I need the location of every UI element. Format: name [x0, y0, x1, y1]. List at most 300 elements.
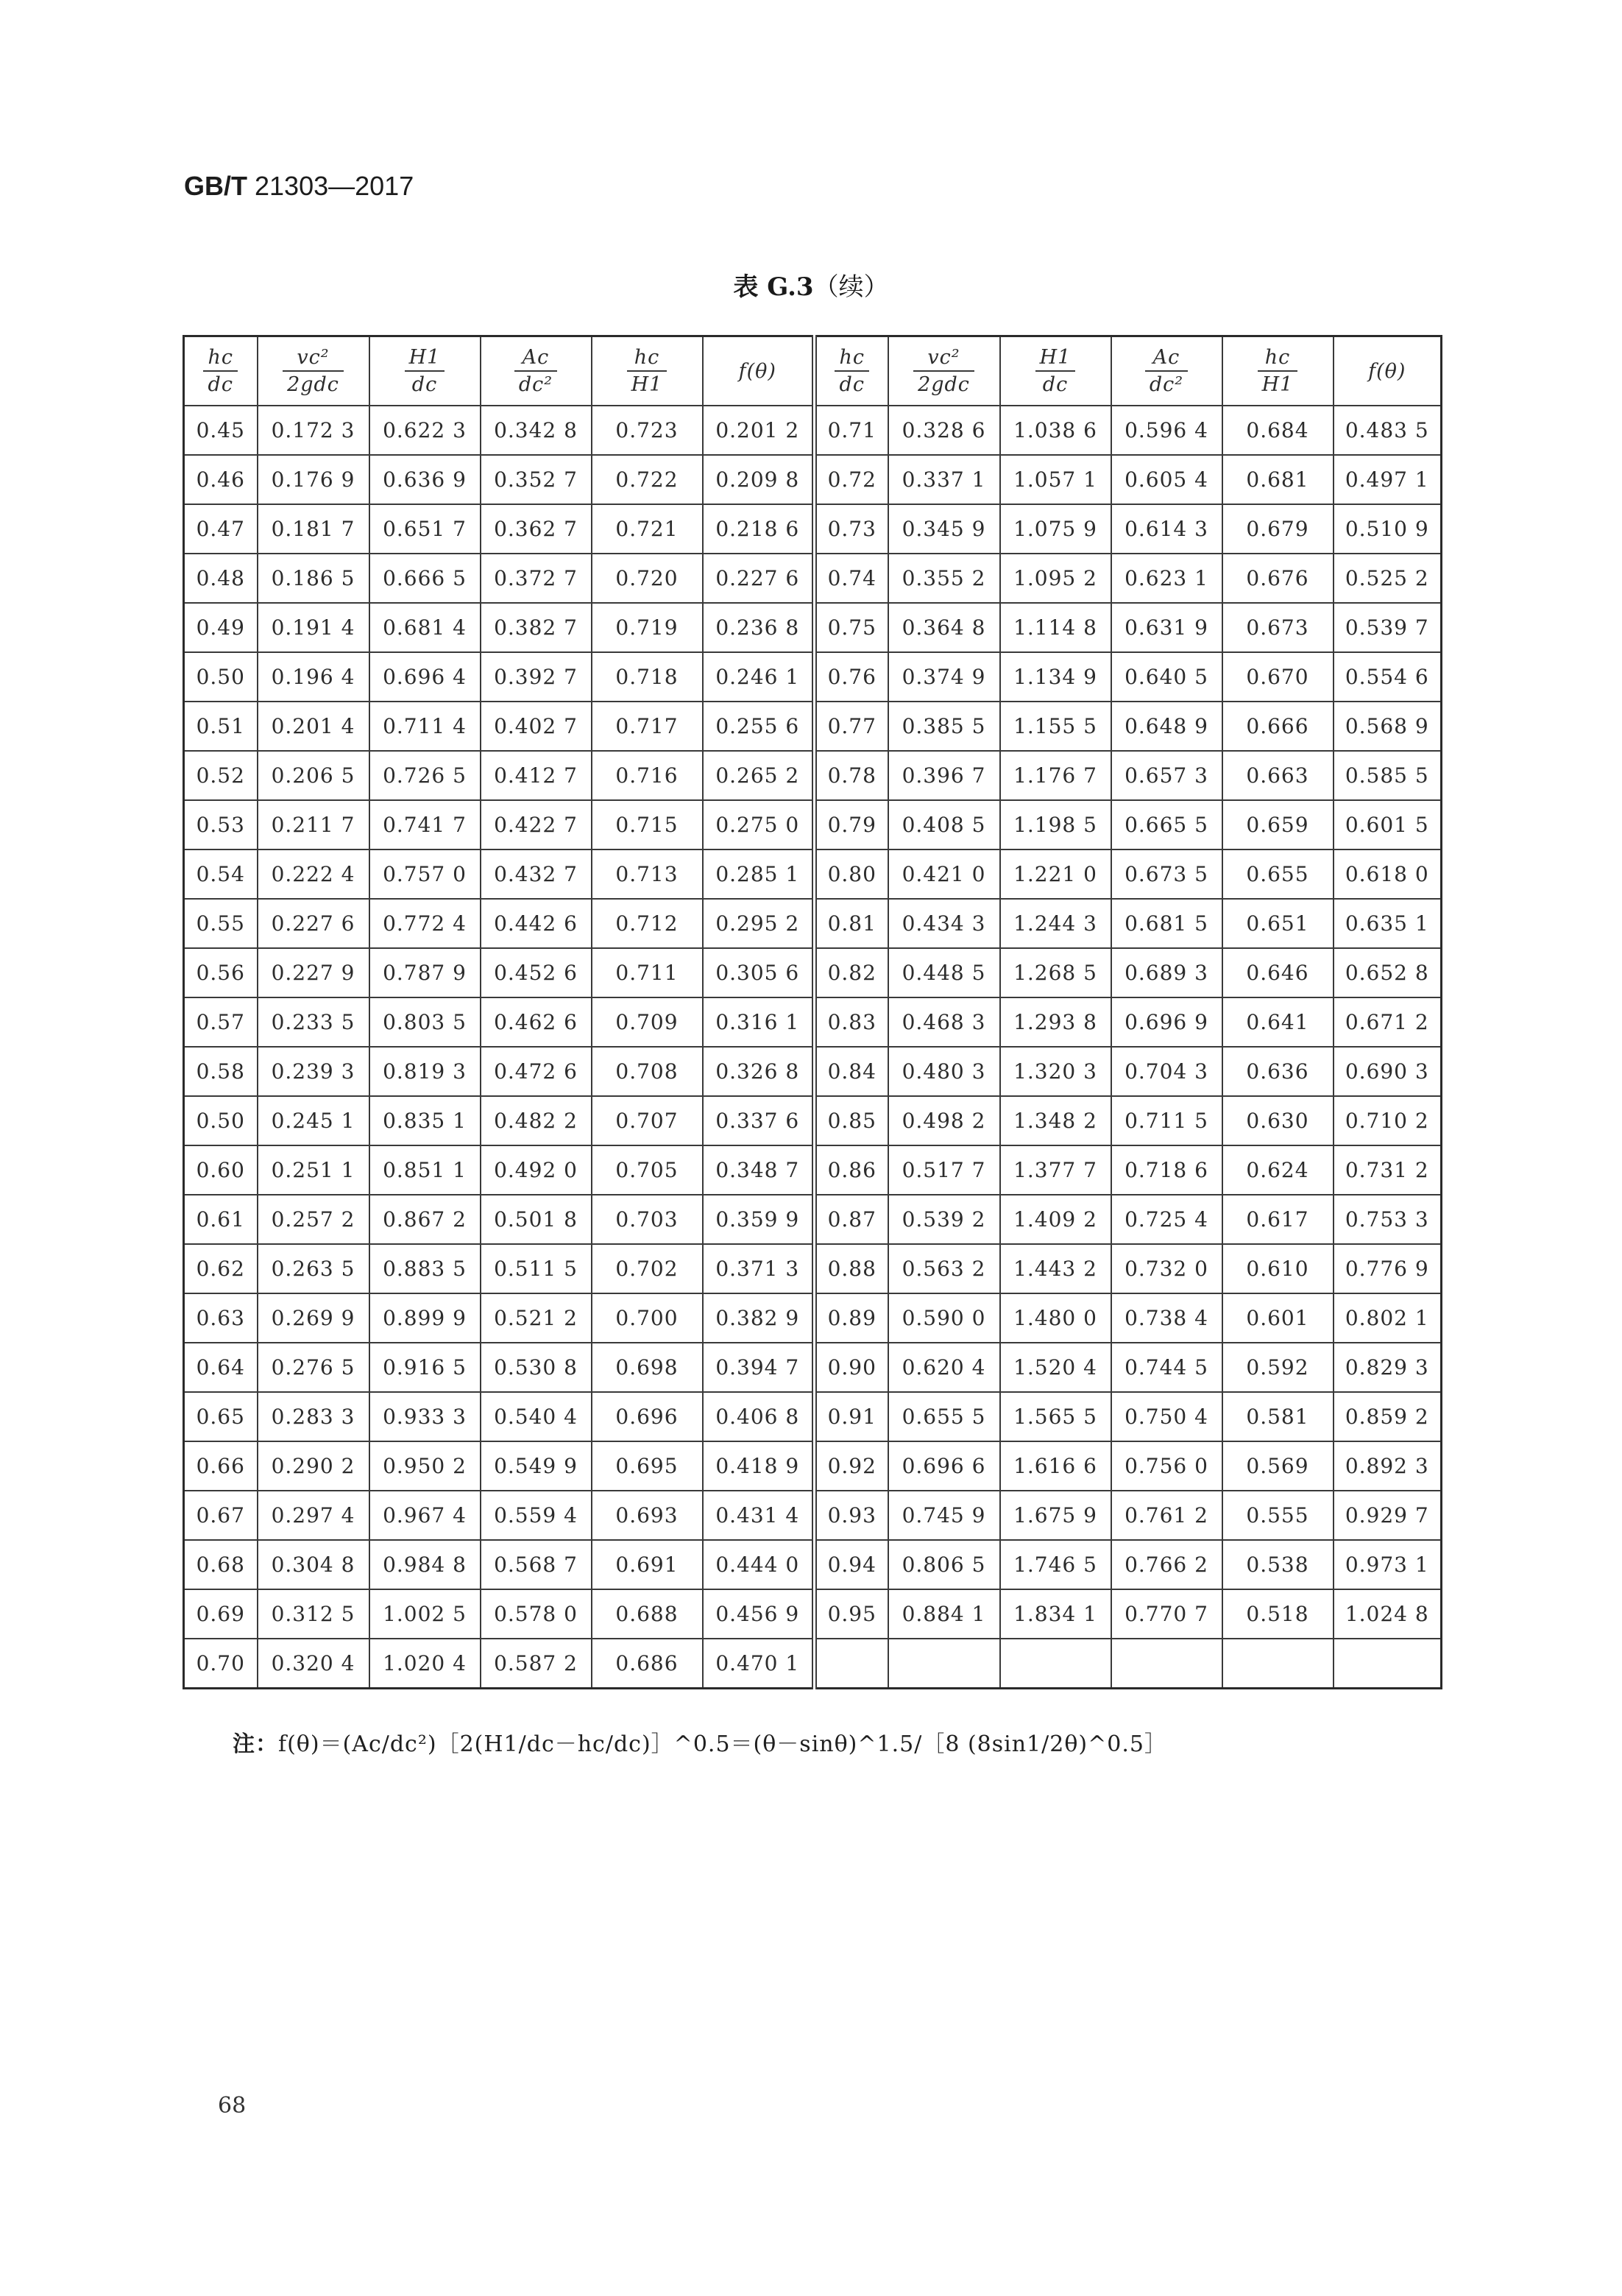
table-cell: 0.276 5 — [258, 1343, 369, 1392]
table-cell: 0.539 7 — [1334, 603, 1442, 652]
table-cell: 0.568 7 — [481, 1540, 592, 1589]
table-cell: 0.770 7 — [1111, 1589, 1222, 1639]
standard-code-header — [184, 171, 414, 202]
table-cell: 0.568 9 — [1334, 702, 1442, 751]
table-cell: 0.50 — [184, 652, 258, 702]
table-cell: 0.555 — [1222, 1491, 1334, 1540]
table-cell: 0.722 — [592, 455, 703, 504]
table-row — [184, 751, 1442, 800]
table-cell: 0.787 9 — [369, 948, 481, 997]
table-cell: 1.520 4 — [1000, 1343, 1111, 1392]
table-cell: 0.316 1 — [703, 997, 815, 1047]
table-cell: 0.984 8 — [369, 1540, 481, 1589]
table-cell: 0.538 — [1222, 1540, 1334, 1589]
table-cell: 0.211 7 — [258, 800, 369, 849]
table-row — [184, 504, 1442, 554]
table-cell: 0.54 — [184, 849, 258, 899]
table-cell: 0.396 7 — [888, 751, 1000, 800]
table-cell: 0.549 9 — [481, 1441, 592, 1491]
table-cell: 0.501 8 — [481, 1195, 592, 1244]
table-cell: 0.482 2 — [481, 1096, 592, 1145]
table-cell: 0.201 4 — [258, 702, 369, 751]
table-cell: 0.81 — [815, 899, 888, 948]
table-cell: 1.293 8 — [1000, 997, 1111, 1047]
table-cell: 1.020 4 — [369, 1639, 481, 1689]
table-cell: 0.56 — [184, 948, 258, 997]
table-cell: 0.624 — [1222, 1145, 1334, 1195]
table-cell: 1.057 1 — [1000, 455, 1111, 504]
table-cell: 0.206 5 — [258, 751, 369, 800]
table-cell: 0.766 2 — [1111, 1540, 1222, 1589]
column-header — [369, 336, 481, 406]
table-cell: 0.681 5 — [1111, 899, 1222, 948]
table-cell: 0.581 — [1222, 1392, 1334, 1441]
column-header-fraction — [283, 346, 344, 396]
table-row — [184, 702, 1442, 751]
table-cell: 0.251 1 — [258, 1145, 369, 1195]
table-cell: 1.377 7 — [1000, 1145, 1111, 1195]
table-cell: 0.328 6 — [888, 406, 1000, 455]
fraction-numerator: Ac — [1145, 346, 1188, 372]
table-cell: 0.802 1 — [1334, 1293, 1442, 1343]
table-cell: 1.095 2 — [1000, 554, 1111, 603]
table-cell: 0.756 0 — [1111, 1441, 1222, 1491]
table-cell: 0.539 2 — [888, 1195, 1000, 1244]
table-cell: 0.741 7 — [369, 800, 481, 849]
table-cell: 0.899 9 — [369, 1293, 481, 1343]
fraction-numerator: hc — [627, 346, 667, 372]
table-cell: 0.196 4 — [258, 652, 369, 702]
column-header — [1111, 336, 1222, 406]
table-cell: 1.244 3 — [1000, 899, 1111, 948]
table-cell: 0.222 4 — [258, 849, 369, 899]
table-cell: 0.94 — [815, 1540, 888, 1589]
note-label: 注： — [233, 1731, 278, 1757]
table-cell: 0.554 6 — [1334, 652, 1442, 702]
table-cell: 0.265 2 — [703, 751, 815, 800]
table-row — [184, 406, 1442, 455]
table-cell: 0.342 8 — [481, 406, 592, 455]
table-cell: 0.283 3 — [258, 1392, 369, 1441]
table-cell: 0.227 6 — [703, 554, 815, 603]
table-cell: 0.355 2 — [888, 554, 1000, 603]
table-cell: 0.82 — [815, 948, 888, 997]
table-caption-suffix: （续） — [813, 272, 889, 302]
table-cell: 0.239 3 — [258, 1047, 369, 1096]
table-cell: 0.88 — [815, 1244, 888, 1293]
table-cell: 0.498 2 — [888, 1096, 1000, 1145]
table-cell: 0.973 1 — [1334, 1540, 1442, 1589]
table-row — [184, 455, 1442, 504]
column-header — [1334, 336, 1442, 406]
table-cell: 0.181 7 — [258, 504, 369, 554]
table-cell: 0.233 5 — [258, 997, 369, 1047]
table-cell: 0.681 — [1222, 455, 1334, 504]
table-cell: 0.497 1 — [1334, 455, 1442, 504]
table-cell: 0.53 — [184, 800, 258, 849]
column-header-label: f(θ) — [738, 359, 776, 383]
column-header-fraction — [405, 346, 445, 396]
table-cell: 0.448 5 — [888, 948, 1000, 997]
table-cell: 0.68 — [184, 1540, 258, 1589]
table-cell: 0.83 — [815, 997, 888, 1047]
table-cell: 0.648 9 — [1111, 702, 1222, 751]
column-header — [1000, 336, 1111, 406]
table-cell: 0.696 6 — [888, 1441, 1000, 1491]
fraction-numerator: hc — [835, 346, 869, 372]
table-row — [184, 948, 1442, 997]
table-cell: 0.382 7 — [481, 603, 592, 652]
table-cell: 0.480 3 — [888, 1047, 1000, 1096]
table-cell: 0.578 0 — [481, 1589, 592, 1639]
fraction-numerator: hc — [1258, 346, 1298, 372]
table-cell: 0.521 2 — [481, 1293, 592, 1343]
table-cell: 0.421 0 — [888, 849, 1000, 899]
table-cell: 0.67 — [184, 1491, 258, 1540]
table-cell: 0.66 — [184, 1441, 258, 1491]
table-cell: 1.134 9 — [1000, 652, 1111, 702]
fraction-denominator: dc — [839, 373, 865, 396]
table-body — [184, 406, 1442, 1689]
table-cell: 1.024 8 — [1334, 1589, 1442, 1639]
table-cell: 0.803 5 — [369, 997, 481, 1047]
table-cell: 0.967 4 — [369, 1491, 481, 1540]
table-cell: 0.640 5 — [1111, 652, 1222, 702]
table-row — [184, 1589, 1442, 1639]
table-cell: 0.337 6 — [703, 1096, 815, 1145]
table-cell: 0.511 5 — [481, 1244, 592, 1293]
table-cell: 0.665 5 — [1111, 800, 1222, 849]
fraction-numerator: Ac — [514, 346, 557, 372]
table-cell: 0.62 — [184, 1244, 258, 1293]
table-cell: 0.718 — [592, 652, 703, 702]
table-cell: 0.659 — [1222, 800, 1334, 849]
table-cell: 0.623 1 — [1111, 554, 1222, 603]
fraction-denominator: dc² — [518, 373, 553, 396]
table-cell: 0.69 — [184, 1589, 258, 1639]
table-cell: 0.372 7 — [481, 554, 592, 603]
table-cell: 0.757 0 — [369, 849, 481, 899]
table-cell: 1.268 5 — [1000, 948, 1111, 997]
table-cell: 0.761 2 — [1111, 1491, 1222, 1540]
table-cell: 0.691 — [592, 1540, 703, 1589]
table-cell: 0.320 4 — [258, 1639, 369, 1689]
fraction-denominator: 2gdc — [918, 373, 970, 396]
table-cell: 0.236 8 — [703, 603, 815, 652]
table-cell: 0.835 1 — [369, 1096, 481, 1145]
table-cell: 0.63 — [184, 1293, 258, 1343]
table-cell: 0.92 — [815, 1441, 888, 1491]
table-cell: 0.690 3 — [1334, 1047, 1442, 1096]
table-cell: 0.76 — [815, 652, 888, 702]
table-cell: 0.456 9 — [703, 1589, 815, 1639]
table-cell: 0.569 — [1222, 1441, 1334, 1491]
table-cell: 0.312 5 — [258, 1589, 369, 1639]
table-row — [184, 1096, 1442, 1145]
table-cell: 0.702 — [592, 1244, 703, 1293]
table-cell: 0.540 4 — [481, 1392, 592, 1441]
table-cell: 0.55 — [184, 899, 258, 948]
table-cell: 1.834 1 — [1000, 1589, 1111, 1639]
table-cell: 0.711 — [592, 948, 703, 997]
table-cell: 0.227 9 — [258, 948, 369, 997]
table-cell: 0.679 — [1222, 504, 1334, 554]
table-cell: 0.916 5 — [369, 1343, 481, 1392]
table-cell: 0.718 6 — [1111, 1145, 1222, 1195]
table-cell: 0.95 — [815, 1589, 888, 1639]
table-cell: 0.304 8 — [258, 1540, 369, 1589]
table-cell: 0.176 9 — [258, 455, 369, 504]
table-cell: 0.87 — [815, 1195, 888, 1244]
table-cell: 0.64 — [184, 1343, 258, 1392]
table-cell: 0.688 — [592, 1589, 703, 1639]
table-cell: 0.630 — [1222, 1096, 1334, 1145]
column-header-fraction — [203, 346, 238, 396]
table-cell: 1.221 0 — [1000, 849, 1111, 899]
table-cell: 0.472 6 — [481, 1047, 592, 1096]
table-cell: 0.829 3 — [1334, 1343, 1442, 1392]
table-cell: 0.585 5 — [1334, 751, 1442, 800]
table-cell: 0.418 9 — [703, 1441, 815, 1491]
column-header-fraction — [627, 346, 667, 396]
table-cell: 0.359 9 — [703, 1195, 815, 1244]
table-cell: 0.587 2 — [481, 1639, 592, 1689]
table-cell: 0.605 4 — [1111, 455, 1222, 504]
table-cell: 1.746 5 — [1000, 1540, 1111, 1589]
standard-prefix: GB/T — [184, 171, 247, 201]
table-cell: 0.295 2 — [703, 899, 815, 948]
table-cell: 1.038 6 — [1000, 406, 1111, 455]
table-cell: 0.892 3 — [1334, 1441, 1442, 1491]
table-cell: 0.52 — [184, 751, 258, 800]
table-cell: 0.696 — [592, 1392, 703, 1441]
table-cell: 0.74 — [815, 554, 888, 603]
table-cell: 0.510 9 — [1334, 504, 1442, 554]
table-cell: 0.408 5 — [888, 800, 1000, 849]
table-cell: 0.725 4 — [1111, 1195, 1222, 1244]
table-cell: 0.719 — [592, 603, 703, 652]
table-cell: 1.176 7 — [1000, 751, 1111, 800]
table-cell: 0.186 5 — [258, 554, 369, 603]
table-cell: 0.371 3 — [703, 1244, 815, 1293]
table-cell: 0.681 4 — [369, 603, 481, 652]
table-row — [184, 603, 1442, 652]
table-cell: 0.72 — [815, 455, 888, 504]
column-header — [888, 336, 1000, 406]
table-cell: 0.698 — [592, 1343, 703, 1392]
table-cell: 0.462 6 — [481, 997, 592, 1047]
table-cell: 0.71 — [815, 406, 888, 455]
table-cell: 0.89 — [815, 1293, 888, 1343]
table-cell: 0.518 — [1222, 1589, 1334, 1639]
table-cell: 0.452 6 — [481, 948, 592, 997]
table-cell: 0.85 — [815, 1096, 888, 1145]
table-cell: 0.657 3 — [1111, 751, 1222, 800]
table-cell: 0.750 4 — [1111, 1392, 1222, 1441]
table-cell: 1.114 8 — [1000, 603, 1111, 652]
note-formula: f(θ)＝(Ac/dc²)［2(H1/dc－hc/dc)］^0.5＝(θ－sinθ)^1.5/［8 (8sin1/2θ)^0.5］ — [278, 1731, 1167, 1757]
table-cell: 0.382 9 — [703, 1293, 815, 1343]
table-cell: 0.635 1 — [1334, 899, 1442, 948]
table-row — [184, 1639, 1442, 1689]
table-cell: 0.345 9 — [888, 504, 1000, 554]
table-row — [184, 1244, 1442, 1293]
table-cell — [1334, 1639, 1442, 1689]
table-cell: 0.696 9 — [1111, 997, 1222, 1047]
table-row — [184, 899, 1442, 948]
table-cell: 0.412 7 — [481, 751, 592, 800]
table-cell: 0.732 0 — [1111, 1244, 1222, 1293]
table-cell: 1.616 6 — [1000, 1441, 1111, 1491]
table-cell: 0.191 4 — [258, 603, 369, 652]
table-cell: 1.443 2 — [1000, 1244, 1111, 1293]
table-cell: 0.731 2 — [1334, 1145, 1442, 1195]
table-cell: 0.673 — [1222, 603, 1334, 652]
table-cell: 0.51 — [184, 702, 258, 751]
column-header — [815, 336, 888, 406]
table-cell: 0.726 5 — [369, 751, 481, 800]
table-cell: 0.47 — [184, 504, 258, 554]
table-cell: 0.269 9 — [258, 1293, 369, 1343]
table-cell: 0.617 — [1222, 1195, 1334, 1244]
table-cell: 0.77 — [815, 702, 888, 751]
table-cell: 0.631 9 — [1111, 603, 1222, 652]
table-header-row — [184, 336, 1442, 406]
table-cell: 0.374 9 — [888, 652, 1000, 702]
table-cell: 0.819 3 — [369, 1047, 481, 1096]
table-cell: 0.442 6 — [481, 899, 592, 948]
table-caption — [0, 266, 1622, 303]
table-cell: 0.671 2 — [1334, 997, 1442, 1047]
table-cell: 0.483 5 — [1334, 406, 1442, 455]
table-cell: 0.257 2 — [258, 1195, 369, 1244]
table-row — [184, 1441, 1442, 1491]
table-cell: 0.670 — [1222, 652, 1334, 702]
table-cell: 0.45 — [184, 406, 258, 455]
table-cell: 0.707 — [592, 1096, 703, 1145]
table-cell: 0.434 3 — [888, 899, 1000, 948]
table-cell: 0.57 — [184, 997, 258, 1047]
table-cell — [888, 1639, 1000, 1689]
table-cell: 0.422 7 — [481, 800, 592, 849]
fraction-denominator: 2gdc — [287, 373, 339, 396]
table-cell: 0.559 4 — [481, 1491, 592, 1540]
table-cell: 0.883 5 — [369, 1244, 481, 1293]
table-row — [184, 849, 1442, 899]
table-cell: 0.614 3 — [1111, 504, 1222, 554]
table-cell: 0.710 2 — [1334, 1096, 1442, 1145]
table-cell: 0.703 — [592, 1195, 703, 1244]
table-cell: 0.431 4 — [703, 1491, 815, 1540]
table-cell: 0.58 — [184, 1047, 258, 1096]
table-cell: 0.468 3 — [888, 997, 1000, 1047]
table-cell: 0.652 8 — [1334, 948, 1442, 997]
table-cell: 0.73 — [815, 504, 888, 554]
table-cell: 0.620 4 — [888, 1343, 1000, 1392]
table-cell: 0.285 1 — [703, 849, 815, 899]
table-cell: 0.227 6 — [258, 899, 369, 948]
table-cell: 0.806 5 — [888, 1540, 1000, 1589]
table-cell: 1.409 2 — [1000, 1195, 1111, 1244]
table-row — [184, 1047, 1442, 1096]
table-cell: 0.646 — [1222, 948, 1334, 997]
data-table — [183, 335, 1442, 1689]
table-cell: 0.884 1 — [888, 1589, 1000, 1639]
table-cell: 0.337 1 — [888, 455, 1000, 504]
table-cell: 1.075 9 — [1000, 504, 1111, 554]
table-cell — [1222, 1639, 1334, 1689]
table-cell: 0.590 0 — [888, 1293, 1000, 1343]
table-cell: 0.711 5 — [1111, 1096, 1222, 1145]
fraction-numerator: H1 — [1035, 346, 1076, 372]
table-cell: 0.867 2 — [369, 1195, 481, 1244]
table-cell: 0.776 9 — [1334, 1244, 1442, 1293]
table-cell: 0.636 9 — [369, 455, 481, 504]
table-cell: 0.689 3 — [1111, 948, 1222, 997]
table-cell: 0.90 — [815, 1343, 888, 1392]
table-cell: 0.696 4 — [369, 652, 481, 702]
table-cell: 0.772 4 — [369, 899, 481, 948]
table-cell: 0.61 — [184, 1195, 258, 1244]
table-row — [184, 1145, 1442, 1195]
table-cell: 0.695 — [592, 1441, 703, 1491]
fraction-denominator: H1 — [631, 373, 663, 396]
table-cell: 0.592 — [1222, 1343, 1334, 1392]
table-cell: 0.201 2 — [703, 406, 815, 455]
column-header-fraction — [1145, 346, 1188, 396]
table-cell: 0.715 — [592, 800, 703, 849]
page-number: 68 — [218, 2093, 247, 2119]
table-cell: 0.517 7 — [888, 1145, 1000, 1195]
column-header — [481, 336, 592, 406]
table-cell: 0.676 — [1222, 554, 1334, 603]
fraction-denominator: H1 — [1261, 373, 1294, 396]
table-cell: 0.218 6 — [703, 504, 815, 554]
table-cell: 0.738 4 — [1111, 1293, 1222, 1343]
table-cell: 0.636 — [1222, 1047, 1334, 1096]
table-cell: 0.385 5 — [888, 702, 1000, 751]
table-cell: 0.362 7 — [481, 504, 592, 554]
table-cell: 0.93 — [815, 1491, 888, 1540]
table-cell: 0.610 — [1222, 1244, 1334, 1293]
fraction-numerator: H1 — [405, 346, 445, 372]
column-header-label: f(θ) — [1368, 359, 1406, 383]
table-cell: 0.601 5 — [1334, 800, 1442, 849]
table-cell: 0.693 — [592, 1491, 703, 1540]
table-cell: 0.46 — [184, 455, 258, 504]
table-cell — [1111, 1639, 1222, 1689]
table-cell: 0.402 7 — [481, 702, 592, 751]
table-row — [184, 1540, 1442, 1589]
table-cell: 0.622 3 — [369, 406, 481, 455]
table-caption-label: 表 G.3 — [733, 272, 814, 302]
column-header-fraction — [1258, 346, 1298, 396]
table-cell: 0.717 — [592, 702, 703, 751]
table-cell: 0.673 5 — [1111, 849, 1222, 899]
table-cell: 0.663 — [1222, 751, 1334, 800]
table-cell: 0.209 8 — [703, 455, 815, 504]
table-cell: 0.655 5 — [888, 1392, 1000, 1441]
table-cell: 0.246 1 — [703, 652, 815, 702]
table-cell: 0.470 1 — [703, 1639, 815, 1689]
table-cell: 0.618 0 — [1334, 849, 1442, 899]
column-header — [1222, 336, 1334, 406]
table-cell: 0.684 — [1222, 406, 1334, 455]
table-cell: 0.326 8 — [703, 1047, 815, 1096]
table-cell: 0.651 — [1222, 899, 1334, 948]
table-cell: 0.297 4 — [258, 1491, 369, 1540]
table-cell: 0.641 — [1222, 997, 1334, 1047]
